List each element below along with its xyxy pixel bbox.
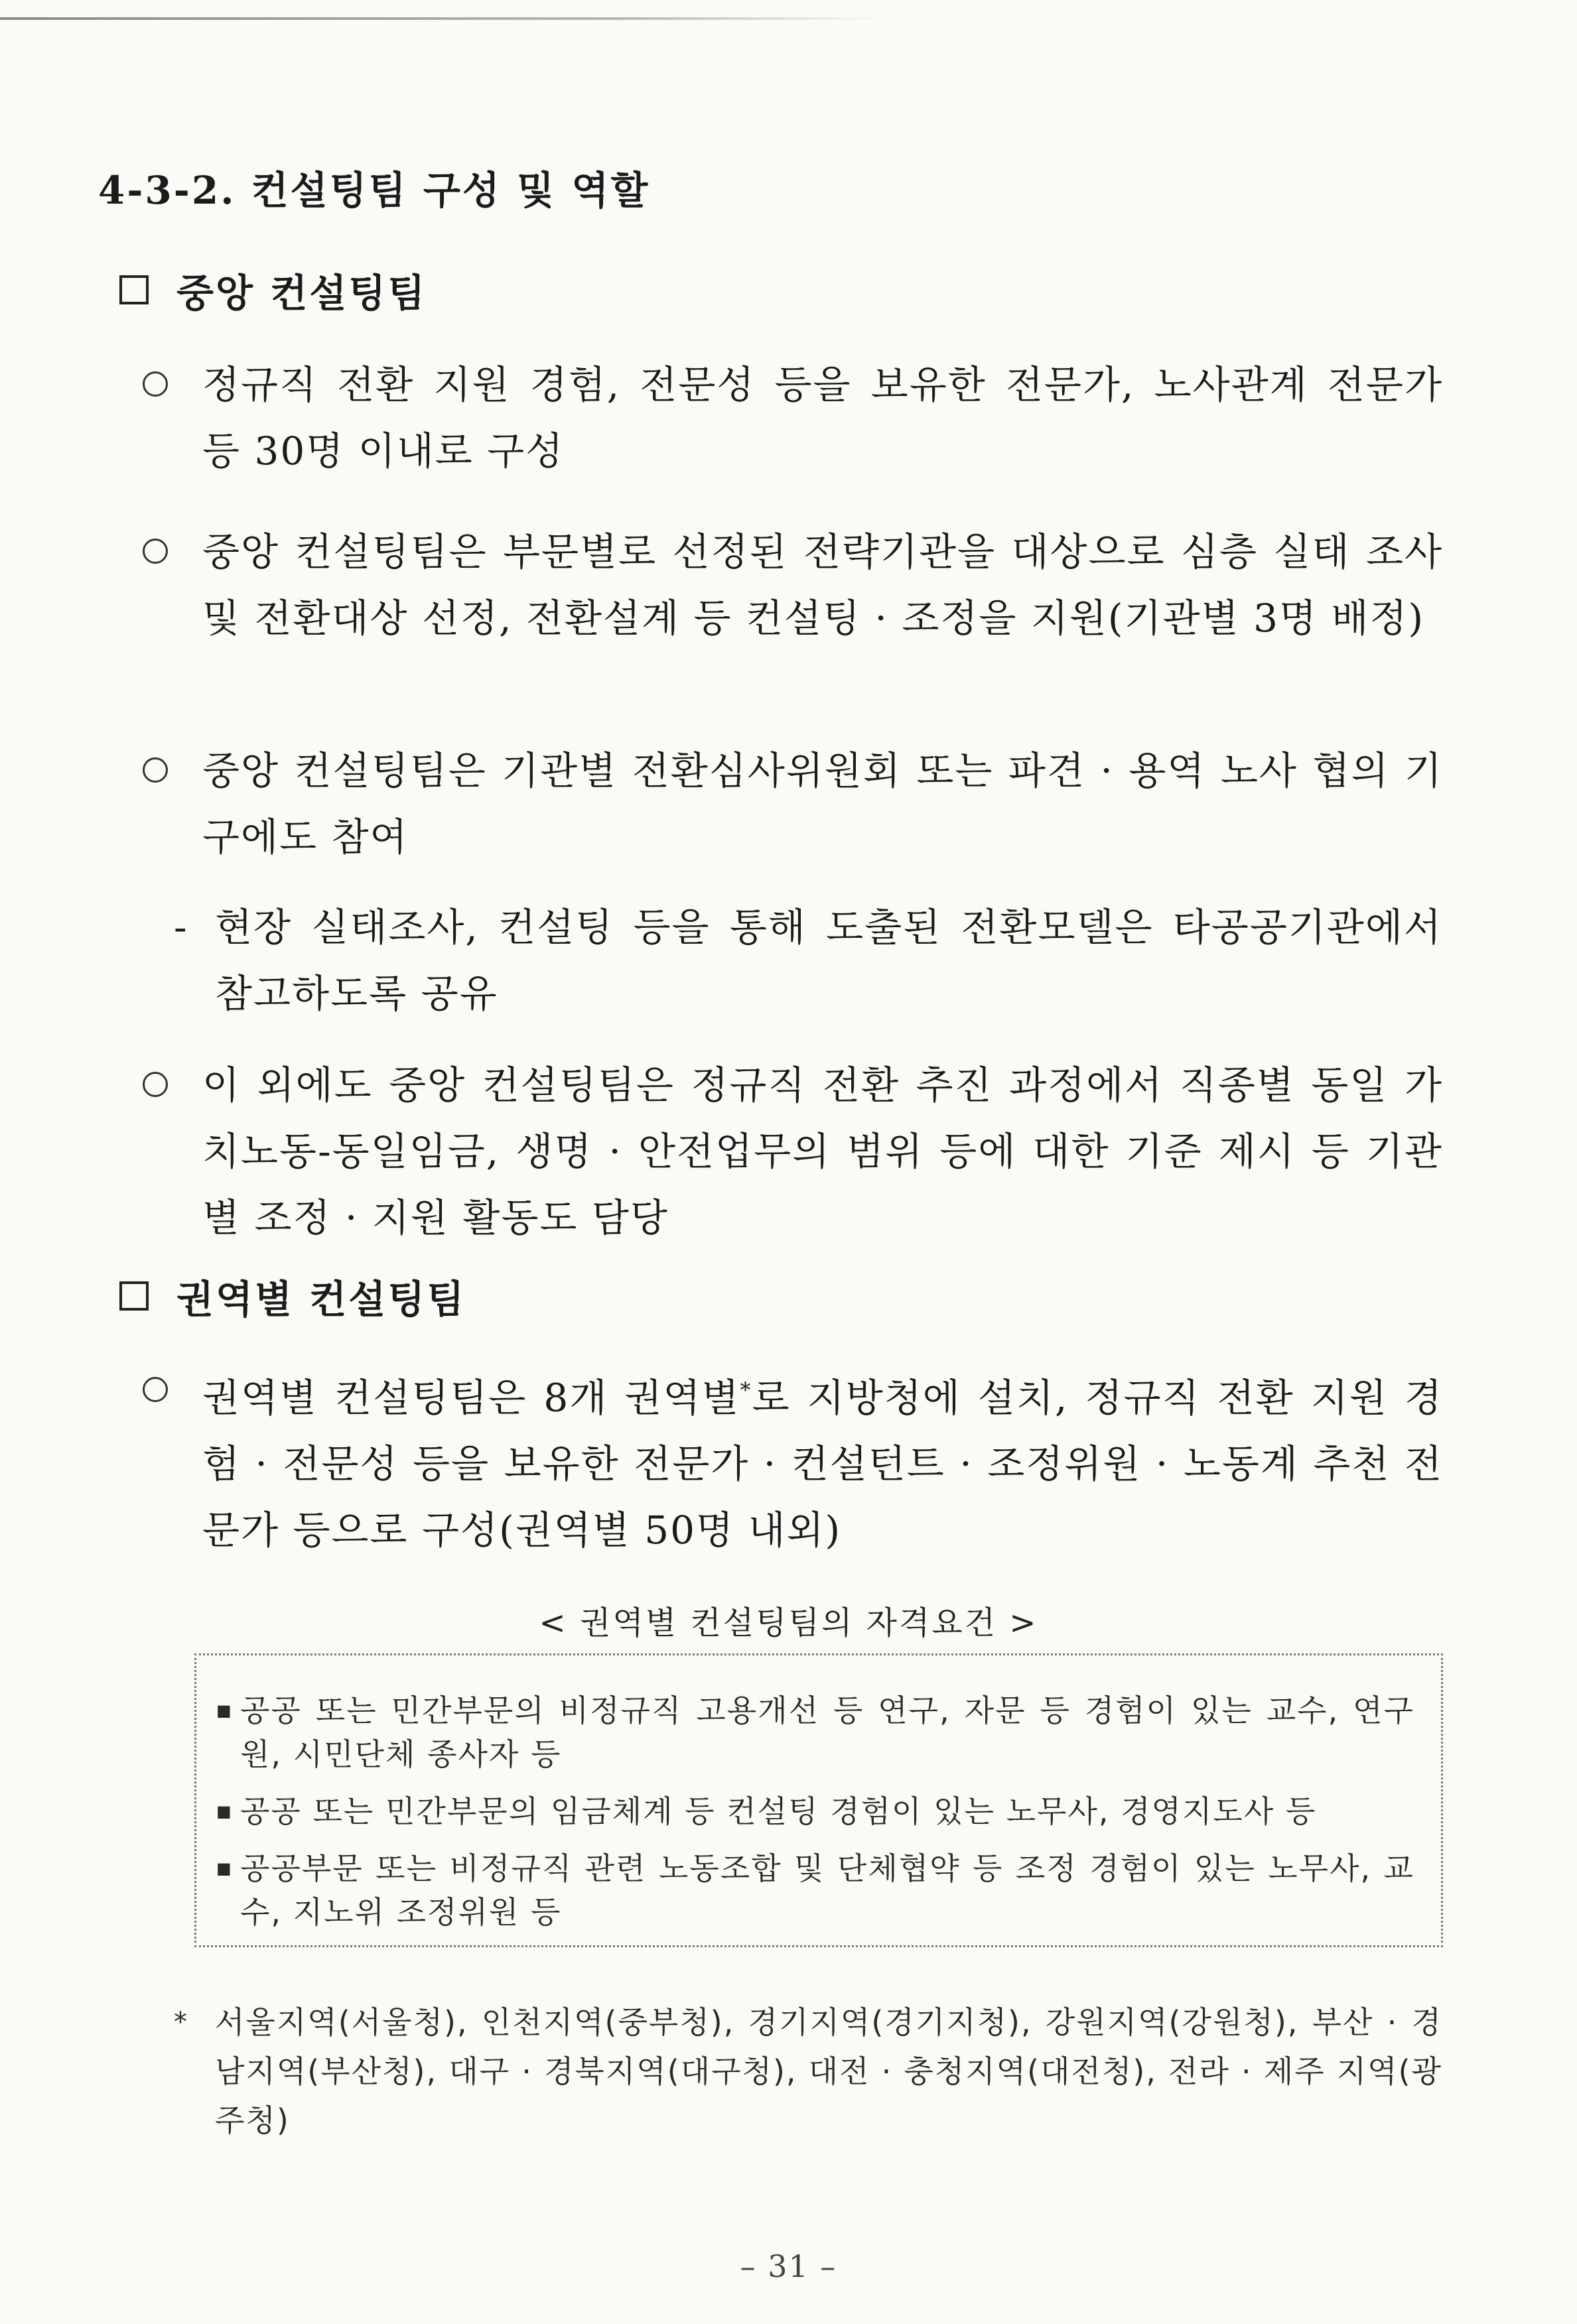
qualification-item: ■ 공공 또는 민간부문의 비정규직 고용개선 등 연구, 자문 등 경험이 있는 교수, 연구원, 시민단체 종사자 등 xyxy=(216,1689,1414,1776)
central-bullet-4 xyxy=(143,1052,1443,1251)
section-heading: 4-3-2. 컨설팅팀 구성 및 역할 xyxy=(98,168,650,213)
top-rule xyxy=(0,17,882,20)
central-bullet-3 xyxy=(143,738,1443,870)
footnote-text: 서울지역(서울청), 인천지역(중부청), 경기지역(경기지청), 강원지역(강원청), 부산 · 경남지역(부산청), 대구 · 경북지역(대구청), 대전 · 충청지역(대전청), 전라 · 제주 지역(광주청) xyxy=(215,2004,1442,2138)
circle-bullet-icon xyxy=(143,539,168,564)
small-square-bullet-icon: ■ xyxy=(216,1802,233,1821)
central-team-title: 중앙 컨설팅팀 xyxy=(176,271,427,316)
small-square-bullet-icon: ■ xyxy=(216,1859,233,1878)
regional-team-heading xyxy=(119,1268,466,1324)
qualifications-title: < 권역별 컨설팅팀의 자격요건 > xyxy=(539,1604,1038,1642)
central-bullet-3-text: 중앙 컨설팅팀은 기관별 전환심사위원회 또는 파견 · 용역 노사 협의 기구에도 참여 xyxy=(202,748,1443,860)
central-bullet-1-text: 정규직 전환 지원 경험, 전문성 등을 보유한 전문가, 노사관계 전문가 등 30명 이내로 구성 xyxy=(202,362,1443,474)
square-bullet-icon xyxy=(119,1281,149,1311)
qualification-item: ■ 공공 또는 민간부문의 임금체계 등 컨설팅 경험이 있는 노무사, 경영지도사 등 xyxy=(216,1789,1414,1833)
regional-bullet-1-text: 권역별 컨설팅팀은 8개 권역별*로 지방청에 설치, 정규직 전환 지원 경험 · 전문성 등을 보유한 전문가 · 컨설턴트 · 조정위원 · 노동계 추천 전문가 등으로 구성(권역별 50명 내외) xyxy=(202,1375,1443,1553)
footnote xyxy=(174,1998,1442,2145)
circle-bullet-icon xyxy=(143,757,168,783)
central-sub-bullet-text: 현장 실태조사, 컨설팅 등을 통해 도출된 전환모델은 타공공기관에서 참고하도록 공유 xyxy=(215,905,1442,1016)
footnote-reference-mark: * xyxy=(740,1378,752,1403)
small-square-bullet-icon: ■ xyxy=(216,1701,233,1720)
circle-bullet-icon xyxy=(143,1072,168,1097)
central-bullet-2 xyxy=(143,519,1443,651)
footnote-marker: * xyxy=(174,2007,188,2037)
regional-bullet-1 xyxy=(143,1357,1443,1563)
central-sub-bullet: - 현장 실태조사, 컨설팅 등을 통해 도출된 전환모델은 타공공기관에서 참고하도록 공유 xyxy=(174,894,1442,1027)
central-team-heading xyxy=(119,262,427,318)
regional-team-title: 권역별 컨설팅팀 xyxy=(176,1277,466,1322)
central-bullet-1 xyxy=(143,352,1443,484)
circle-bullet-icon xyxy=(143,1377,168,1402)
square-bullet-icon xyxy=(119,275,149,304)
qualifications-box xyxy=(194,1653,1443,1947)
qualification-item: ■ 공공부문 또는 비정규직 관련 노동조합 및 단체협약 등 조정 경험이 있는 노무사, 교수, 지노위 조정위원 등 xyxy=(216,1846,1414,1934)
central-bullet-2-text: 중앙 컨설팅팀은 부문별로 선정된 전략기관을 대상으로 심층 실태 조사 및 전환대상 선정, 전환설계 등 컨설팅 · 조정을 지원(기관별 3명 배정) xyxy=(202,529,1443,641)
central-bullet-4-text: 이 외에도 중앙 컨설팅팀은 정규직 전환 추진 과정에서 직종별 동일 가치노동-동일임금, 생명 · 안전업무의 범위 등에 대한 기준 제시 등 기관별 조정 · 지원 활동도 담당 xyxy=(202,1063,1443,1240)
page-number: – 31 – xyxy=(740,2248,837,2284)
circle-bullet-icon xyxy=(143,371,168,397)
